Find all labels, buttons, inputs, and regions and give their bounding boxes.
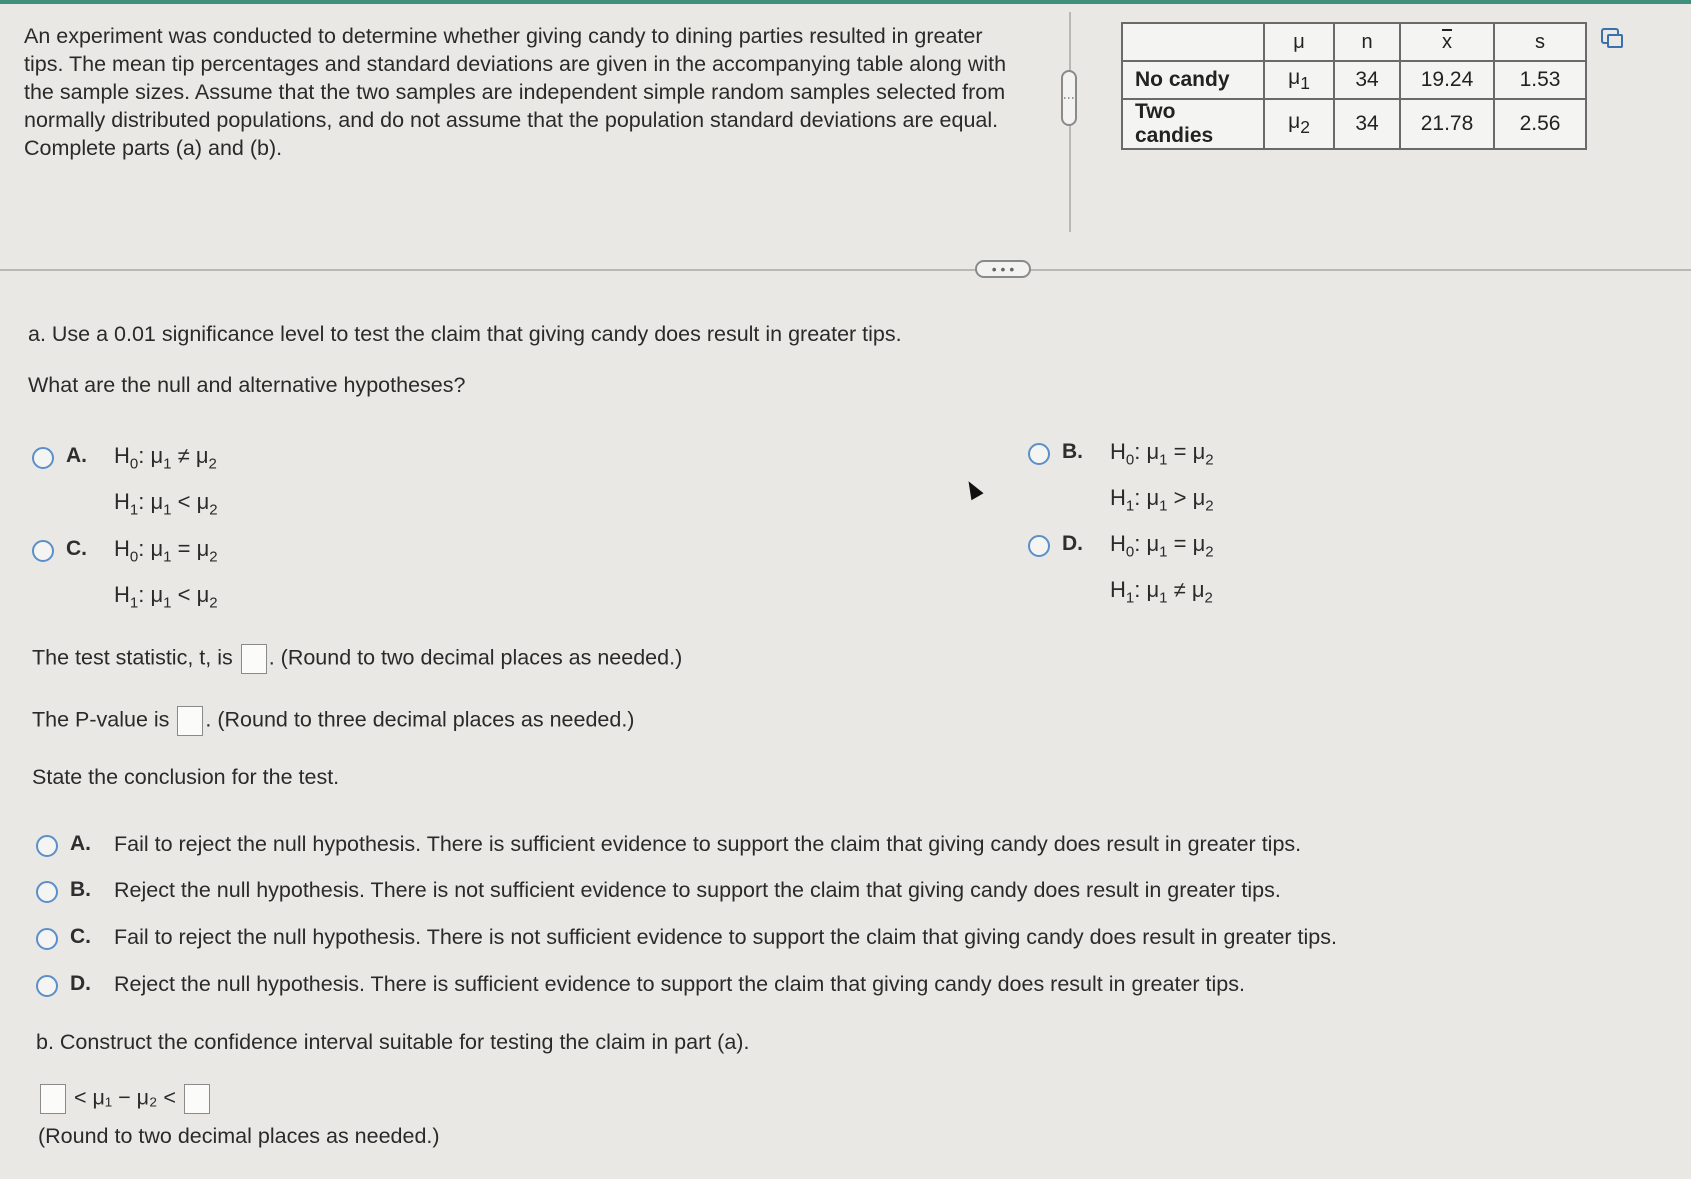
hypotheses-question: What are the null and alternative hypotheses? [28, 373, 466, 397]
horizontal-divider [0, 269, 1691, 271]
part-b-prompt: b. Construct the confidence interval suitable for testing the claim in part (a). [36, 1030, 750, 1054]
conclusion-option-c[interactable] [36, 925, 1337, 950]
row-label: Two candies [1122, 99, 1264, 149]
header-n: n [1334, 23, 1400, 61]
ci-expression: μ₁ − μ₂ [92, 1085, 158, 1110]
radio-button[interactable] [36, 835, 58, 857]
hypothesis-text: $H_0$: $\mu_1 = \mu_2$ $H_1$: $\mu_1 > \mu_2$ [1110, 439, 1214, 515]
pvalue-note: . (Round to three decimal places as needed.) [205, 707, 635, 732]
option-letter: B. [70, 878, 91, 901]
problem-intro: An experiment was conducted to determine whether giving candy to dining parties resulted in greater tips. The mean tip percentages and standard deviations are given in the accompanying table along with the sample sizes. Assume that the two samples are independent simple random samples selected from normally distributed populations, and do not assume that the population standard deviations are equal. Complete parts (a) and (b). [24, 24, 1007, 160]
header-xbar: $\overline{x}$ [1400, 23, 1494, 61]
horizontal-resize-handle[interactable]: • • • [975, 260, 1031, 278]
ci-upper-input[interactable] [184, 1084, 210, 1114]
table-header-row [1122, 23, 1586, 61]
row-xbar: 21.78 [1400, 99, 1494, 149]
row-s: 1.53 [1494, 61, 1586, 99]
ci-lower-input[interactable] [40, 1084, 66, 1114]
option-letter: A. [70, 832, 91, 855]
test-statistic-note: . (Round to two decimal places as needed.) [268, 645, 683, 670]
pvalue-input[interactable] [177, 706, 203, 736]
hypothesis-text: $H_0$: $\mu_1 \ne \mu_2$ $H_1$: $\mu_1 < \mu_2$ [114, 443, 218, 519]
conclusion-text: Fail to reject the null hypothesis. There is sufficient evidence to support the claim that giving candy does result in greater tips. [114, 832, 1302, 856]
radio-button[interactable] [1028, 443, 1050, 465]
data-table [1121, 22, 1587, 150]
table-row [1122, 99, 1586, 149]
row-mu: $\mu_2$ [1264, 99, 1334, 149]
radio-button[interactable] [32, 540, 54, 562]
conclusion-option-a[interactable] [36, 832, 1301, 857]
mouse-cursor-icon [962, 478, 983, 501]
option-letter: C. [66, 537, 87, 560]
row-n: 34 [1334, 61, 1400, 99]
pvalue-line [32, 706, 634, 736]
test-statistic-input[interactable] [241, 644, 267, 674]
hypothesis-text: $H_0$: $\mu_1 = \mu_2$ $H_1$: $\mu_1 \ne \mu_2$ [1110, 531, 1214, 607]
ci-round-note: (Round to two decimal places as needed.) [38, 1124, 440, 1148]
test-statistic-label: The test statistic, t, is [32, 645, 233, 670]
conclusion-text: Reject the null hypothesis. There is sufficient evidence to support the claim that giving candy does result in greater tips. [114, 972, 1245, 996]
part-a-prompt: a. Use a 0.01 significance level to test the claim that giving candy does result in greater tips. [28, 322, 902, 346]
radio-button[interactable] [36, 975, 58, 997]
test-statistic-line [32, 644, 682, 674]
option-letter: B. [1062, 440, 1083, 463]
row-xbar: 19.24 [1400, 61, 1494, 99]
row-mu: $\mu_1$ [1264, 61, 1334, 99]
row-label: No candy [1122, 61, 1264, 99]
confidence-interval-line: < μ₁ − μ₂ < [38, 1084, 212, 1114]
radio-button[interactable] [32, 447, 54, 469]
radio-button[interactable] [1028, 535, 1050, 557]
conclusion-option-b[interactable] [36, 878, 1281, 903]
row-n: 34 [1334, 99, 1400, 149]
hypothesis-option-a[interactable] [32, 444, 218, 530]
conclusion-option-d[interactable] [36, 972, 1245, 997]
state-conclusion: State the conclusion for the test. [32, 765, 340, 789]
hypothesis-option-b[interactable] [1028, 440, 1214, 526]
hypothesis-text: $H_0$: $\mu_1 = \mu_2$ $H_1$: $\mu_1 < \mu_2$ [114, 536, 218, 612]
option-letter: D. [70, 972, 91, 995]
table-row [1122, 61, 1586, 99]
hypothesis-option-c[interactable] [32, 537, 218, 623]
conclusion-text: Reject the null hypothesis. There is not sufficient evidence to support the claim that giving candy does result in greater tips. [114, 878, 1281, 902]
option-letter: A. [66, 444, 87, 467]
hypothesis-option-d[interactable] [1028, 532, 1214, 618]
table-corner [1122, 23, 1264, 61]
conclusion-text: Fail to reject the null hypothesis. There is not sufficient evidence to support the claim that giving candy does result in greater tips. [114, 925, 1337, 949]
header-mu: μ [1264, 23, 1334, 61]
row-s: 2.56 [1494, 99, 1586, 149]
top-accent-bar [0, 0, 1691, 4]
header-s: s [1494, 23, 1586, 61]
option-letter: C. [70, 925, 91, 948]
vertical-resize-handle[interactable]: ⋮ [1061, 70, 1077, 126]
copy-icon[interactable] [1601, 28, 1619, 44]
radio-button[interactable] [36, 881, 58, 903]
pvalue-label: The P-value is [32, 707, 170, 732]
option-letter: D. [1062, 532, 1083, 555]
radio-button[interactable] [36, 928, 58, 950]
